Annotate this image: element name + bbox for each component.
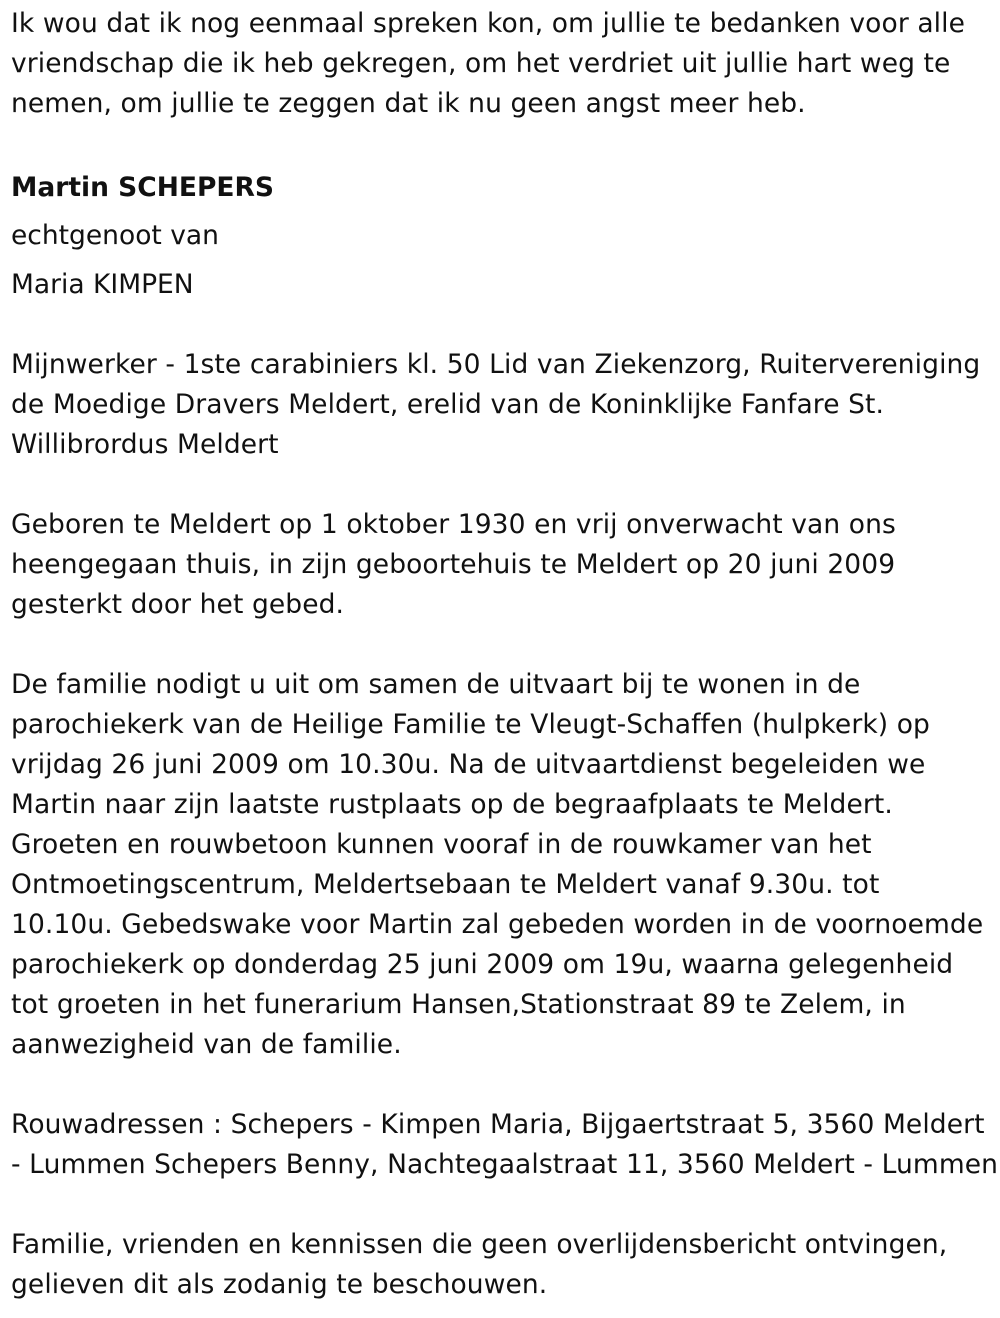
text-line: Willibrordus Meldert: [11, 429, 279, 460]
text-line: Martin naar zijn laatste rustplaats op de begraafplaats te Meldert.: [11, 789, 893, 820]
text-line: nemen, om jullie te zeggen dat ik nu geen angst meer heb.: [11, 88, 806, 119]
text-line: Groeten en rouwbetoon kunnen vooraf in de rouwkamer van het: [11, 829, 872, 860]
text-line: de Moedige Dravers Meldert, erelid van de Koninklijke Fanfare St.: [11, 389, 885, 420]
occupation-paragraph: [11, 345, 991, 465]
relation-label: echtgenoot van: [11, 220, 219, 251]
funeral-paragraph: [11, 665, 991, 1065]
intro-poem: [11, 4, 991, 124]
text-line: - Lummen Schepers Benny, Nachtegaalstraat 11, 3560 Meldert - Lummen: [11, 1149, 999, 1180]
text-line: vriendschap die ik heb gekregen, om het verdriet uit jullie hart weg te: [11, 48, 951, 79]
text-line: gesterkt door het gebed.: [11, 589, 345, 620]
text-line: gelieven dit als zodanig te beschouwen.: [11, 1269, 548, 1300]
text-line: heengegaan thuis, in zijn geboortehuis te Meldert op 20 juni 2009: [11, 549, 896, 580]
text-line: Familie, vrienden en kennissen die geen overlijdensbericht ontvingen,: [11, 1229, 948, 1260]
deceased-name: Martin SCHEPERS: [11, 172, 274, 203]
text-line: Rouwadressen : Schepers - Kimpen Maria, Bijgaertstraat 5, 3560 Meldert: [11, 1109, 985, 1140]
text-line: De familie nodigt u uit om samen de uitvaart bij te wonen in de: [11, 669, 861, 700]
text-line: tot groeten in het funerarium Hansen,Stationstraat 89 te Zelem, in: [11, 989, 906, 1020]
text-line: Ik wou dat ik nog eenmaal spreken kon, om jullie te bedanken voor alle: [11, 8, 965, 39]
birth-death-paragraph: [11, 505, 991, 625]
text-line: aanwezigheid van de familie.: [11, 1029, 402, 1060]
text-line: vrijdag 26 juni 2009 om 10.30u. Na de uitvaartdienst begeleiden we: [11, 749, 926, 780]
text-line: parochiekerk op donderdag 25 juni 2009 om 19u, waarna gelegenheid: [11, 949, 954, 980]
closing-paragraph: [11, 1225, 991, 1305]
text-line: 10.10u. Gebedswake voor Martin zal gebeden worden in de voornoemde: [11, 909, 984, 940]
text-line: Ontmoetingscentrum, Meldertsebaan te Meldert vanaf 9.30u. tot: [11, 869, 880, 900]
text-line: Mijnwerker - 1ste carabiniers kl. 50 Lid van Ziekenzorg, Ruitervereniging: [11, 349, 981, 380]
spouse-name: Maria KIMPEN: [11, 269, 194, 300]
text-line: parochiekerk van de Heilige Familie te Vleugt-Schaffen (hulpkerk) op: [11, 709, 930, 740]
addresses-paragraph: [11, 1105, 999, 1185]
text-line: Geboren te Meldert op 1 oktober 1930 en vrij onverwacht van ons: [11, 509, 896, 540]
obituary-document: [11, 0, 999, 1305]
